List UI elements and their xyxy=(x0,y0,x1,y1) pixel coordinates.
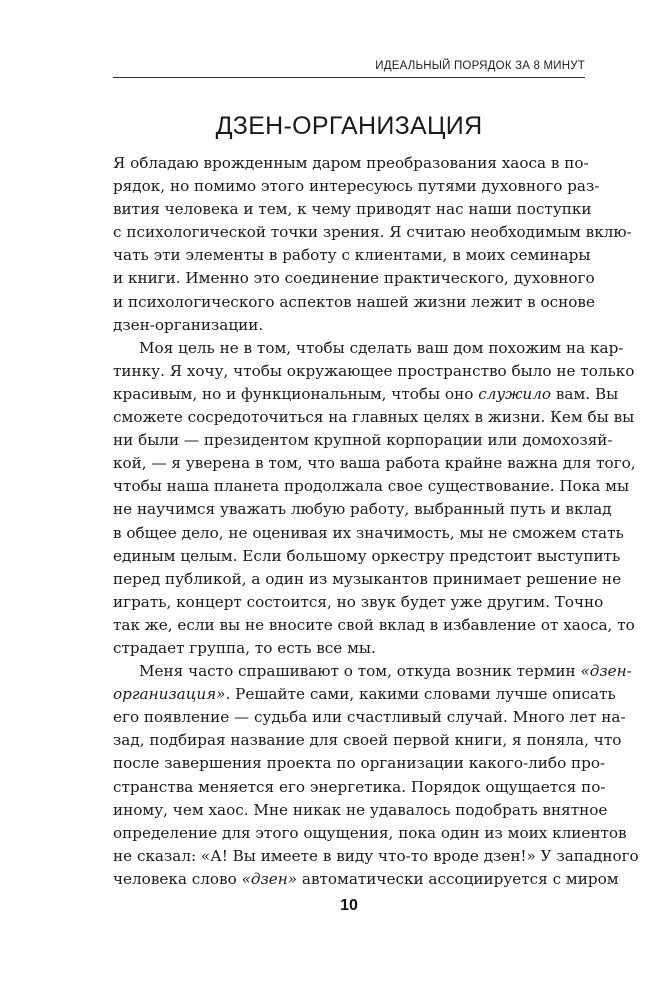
text-line: единым целым. Если большому оркестру предстоит выступить xyxy=(113,546,621,565)
text-line: дзен-организации. xyxy=(113,315,264,334)
text-line: рядок, но помимо этого интересуюсь путями духовного раз- xyxy=(113,177,600,196)
text-line: с психологической точки зрения. Я считаю необходимым вклю- xyxy=(113,223,632,242)
text-line: иному, чем хаос. Мне никак не удавалось подобрать внятное xyxy=(113,800,608,819)
text-line: красивым, но и функциональным, чтобы оно служило вам. Вы xyxy=(113,384,619,403)
text-line: его появление — судьба или счастливый случай. Много лет на- xyxy=(113,708,626,727)
header-rule xyxy=(113,77,585,78)
text-line: организация». Решайте сами, какими словами лучше описать xyxy=(113,685,616,704)
text-line: вития человека и тем, к чему приводят нас наши поступки xyxy=(113,200,592,219)
text-line: в общее дело, не оценивая их значимость, мы не сможем стать xyxy=(113,523,624,542)
text-line: не научимся уважать любую работу, выбранный путь и вклад xyxy=(113,500,612,519)
text-line: перед публикой, а один из музыкантов принимает решение не xyxy=(113,569,622,588)
text-line: Я обладаю врожденным даром преобразования хаоса в по- xyxy=(113,154,589,172)
page-number: 10 xyxy=(340,897,358,914)
text-line: определение для этого ощущения, пока один из моих клиентов xyxy=(113,823,627,842)
text-line: странства меняется его энергетика. Порядок ощущается по- xyxy=(113,777,606,796)
text-line: так же, если вы не вносите свой вклад в избавление от хаоса, то xyxy=(113,615,635,634)
text-line: ни были — президентом крупной корпорации или домохозяй- xyxy=(113,431,613,450)
text-line: Моя цель не в том, чтобы сделать ваш дом похожим на кар- xyxy=(139,338,624,357)
text-line: и книги. Именно это соединение практического, духовного xyxy=(113,269,595,288)
text-line: человека слово «дзен» автоматически ассоциируется с миром xyxy=(113,869,619,888)
chapter-title: ДЗЕН-ОРГАНИЗАЦИЯ xyxy=(215,112,483,140)
text-line: сможете сосредоточиться на главных целях в жизни. Кем бы вы xyxy=(113,408,635,427)
text-line: страдает группа, то есть все мы. xyxy=(113,638,376,657)
text-line: кой, — я уверена в том, что ваша работа крайне важна для того, xyxy=(113,454,636,473)
running-head: ИДЕАЛЬНЫЙ ПОРЯДОК ЗА 8 МИНУТ xyxy=(375,60,585,72)
text-line: тинку. Я хочу, чтобы окружающее пространство было не только xyxy=(113,361,635,380)
text-line: не сказал: «А! Вы имеете в виду что-то вроде дзен!» У западного xyxy=(113,846,639,865)
text-line: чтобы наша планета продолжала свое существование. Пока мы xyxy=(113,477,630,496)
text-line: после завершения проекта по организации какого-либо про- xyxy=(113,754,606,773)
text-line: чать эти элементы в работу с клиентами, в моих семинары xyxy=(113,246,591,265)
body-text xyxy=(113,152,639,891)
text-line: зад, подбирая название для своей первой книги, я поняла, что xyxy=(113,731,622,750)
text-line: и психологического аспектов нашей жизни лежит в основе xyxy=(113,292,595,311)
text-line: играть, концерт состоится, но звук будет уже другим. Точно xyxy=(113,592,604,611)
text-line: Меня часто спрашивают о том, откуда возник термин «дзен- xyxy=(139,662,632,681)
